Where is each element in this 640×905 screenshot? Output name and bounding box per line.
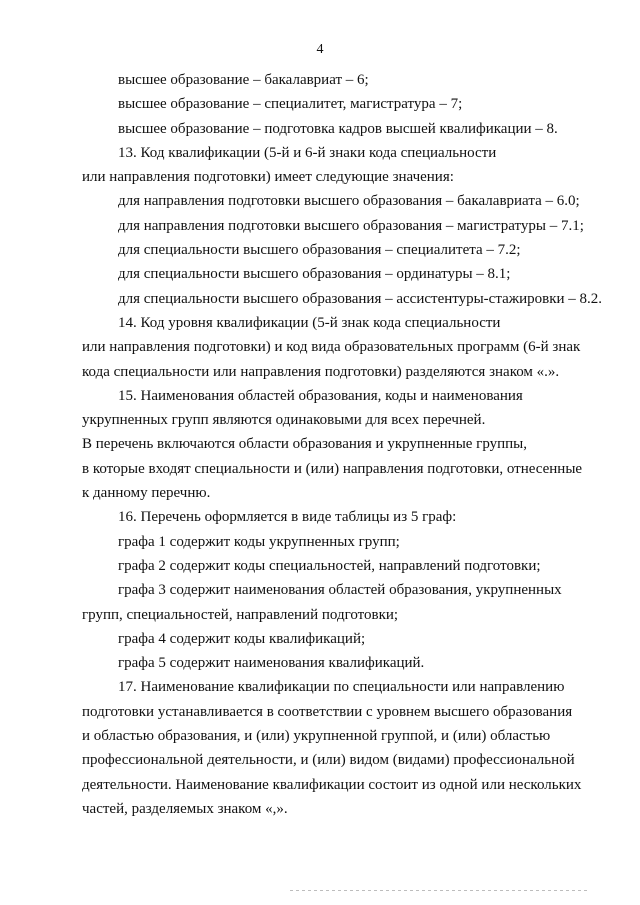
text-line: укрупненных групп являются одинаковыми для всех перечней.	[82, 412, 486, 429]
page-number: 4	[316, 42, 324, 57]
text-line: профессиональной деятельности, и (или) видом (видами) профессиональной	[82, 752, 575, 769]
text-line: 14. Код уровня квалификации (5-й знак кода специальности	[118, 314, 501, 331]
text-line: или направления подготовки) имеет следующие значения:	[82, 169, 454, 186]
text-line: деятельности. Наименование квалификации состоит из одной или нескольких	[82, 776, 582, 793]
text-line: для направления подготовки высшего образования – бакалавриата – 6.0;	[118, 193, 580, 210]
text-line: или направления подготовки) и код вида образовательных программ (6-й знак	[82, 339, 581, 356]
text-line: для направления подготовки высшего образования – магистратуры – 7.1;	[118, 217, 584, 234]
document-body	[82, 68, 603, 821]
text-line: 15. Наименования областей образования, коды и наименования	[118, 387, 523, 404]
scan-edge-divider	[290, 890, 590, 891]
text-line: высшее образование – специалитет, магистратура – 7;	[118, 96, 463, 113]
text-line: 17. Наименование квалификации по специальности или направлению	[118, 679, 565, 696]
text-line: 16. Перечень оформляется в виде таблицы из 5 граф:	[118, 509, 457, 526]
text-line: кода специальности или направления подготовки) разделяются знаком «.».	[82, 363, 560, 380]
text-line: для специальности высшего образования – ординатуры – 8.1;	[118, 266, 511, 283]
text-line: графа 1 содержит коды укрупненных групп;	[118, 533, 400, 550]
text-line: В перечень включаются области образования и укрупненные группы,	[82, 436, 528, 453]
text-line: к данному перечню.	[82, 485, 211, 502]
text-line: высшее образование – подготовка кадров высшей квалификации – 8.	[118, 120, 558, 137]
text-line: в которые входят специальности и (или) направления подготовки, отнесенные	[82, 460, 583, 477]
text-line: графа 2 содержит коды специальностей, направлений подготовки;	[118, 557, 541, 574]
text-line: высшее образование – бакалавриат – 6;	[118, 72, 369, 88]
text-line: графа 3 содержит наименования областей образования, укрупненных	[118, 582, 562, 599]
text-line: частей, разделяемых знаком «,».	[82, 800, 288, 817]
text-line: и областью образования, и (или) укрупненной группой, и (или) областью	[82, 728, 551, 745]
text-line: графа 5 содержит наименования квалификаций.	[118, 655, 425, 672]
text-line: групп, специальностей, направлений подготовки;	[82, 606, 399, 623]
text-line: для специальности высшего образования – специалитета – 7.2;	[118, 242, 521, 259]
text-line: 13. Код квалификации (5-й и 6-й знаки кода специальности	[118, 144, 497, 161]
text-line: графа 4 содержит коды квалификаций;	[118, 630, 366, 647]
text-line: подготовки устанавливается в соответствии с уровнем высшего образования	[82, 703, 573, 720]
text-line: для специальности высшего образования – ассистентуры-стажировки – 8.2.	[118, 290, 603, 307]
